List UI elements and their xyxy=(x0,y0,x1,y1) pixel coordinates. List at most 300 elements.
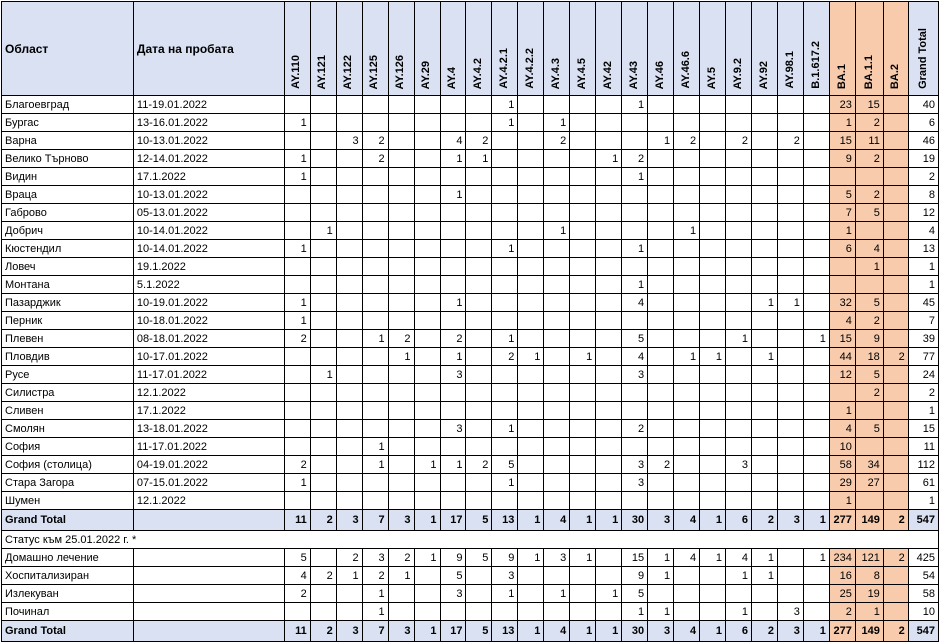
value-cell: 3 xyxy=(777,603,803,621)
value-cell xyxy=(518,420,544,438)
value-cell xyxy=(751,474,777,492)
table-row xyxy=(2,114,939,132)
value-cell xyxy=(440,240,466,258)
value-cell xyxy=(518,567,544,585)
value-cell xyxy=(777,348,803,366)
value-cell xyxy=(803,186,829,204)
value-cell xyxy=(726,96,752,114)
value-cell xyxy=(648,585,674,603)
value-cell xyxy=(700,294,726,312)
value-cell xyxy=(803,294,829,312)
value-cell: 1 xyxy=(570,348,596,366)
variant-column-header-label: AY.5 xyxy=(705,66,718,89)
value-cell xyxy=(492,186,518,204)
value-cell xyxy=(700,492,726,510)
value-cell xyxy=(648,492,674,510)
row-total-cell: 46 xyxy=(908,132,938,150)
value-cell xyxy=(336,168,362,186)
value-cell xyxy=(310,474,336,492)
value-cell xyxy=(751,276,777,294)
region-cell: Починал xyxy=(2,603,134,621)
value-cell: 2 xyxy=(284,585,310,603)
value-cell xyxy=(570,168,596,186)
value-cell xyxy=(777,186,803,204)
date-cell: 11-17.01.2022 xyxy=(133,366,284,384)
value-cell xyxy=(544,204,570,222)
variant-column-header xyxy=(596,2,622,96)
value-cell xyxy=(622,384,648,402)
value-cell xyxy=(310,549,336,567)
value-cell xyxy=(388,384,414,402)
row-total-cell: 10 xyxy=(908,603,938,621)
value-cell xyxy=(414,258,440,276)
value-cell xyxy=(466,348,492,366)
value-cell xyxy=(648,384,674,402)
variant-column-header-label: AY.98.1 xyxy=(783,51,796,89)
omicron-value-cell xyxy=(883,474,908,492)
value-cell xyxy=(544,168,570,186)
value-cell xyxy=(284,132,310,150)
region-cell: София xyxy=(2,438,134,456)
value-cell: 1 xyxy=(414,621,440,642)
omicron-value-cell xyxy=(883,186,908,204)
variant-column-header xyxy=(544,2,570,96)
value-cell xyxy=(310,585,336,603)
value-cell: 1 xyxy=(751,348,777,366)
value-cell xyxy=(310,402,336,420)
value-cell xyxy=(310,603,336,621)
value-cell xyxy=(726,492,752,510)
value-cell xyxy=(310,258,336,276)
value-cell: 3 xyxy=(440,366,466,384)
row-total-cell: 58 xyxy=(908,585,938,603)
value-cell xyxy=(544,438,570,456)
value-cell: 1 xyxy=(492,585,518,603)
value-cell xyxy=(570,96,596,114)
value-cell xyxy=(362,114,388,132)
value-cell xyxy=(310,186,336,204)
value-cell xyxy=(362,204,388,222)
variant-column-header xyxy=(362,2,388,96)
row-total-cell: 2 xyxy=(908,168,938,186)
omicron-value-cell xyxy=(855,492,883,510)
value-cell xyxy=(700,402,726,420)
row-total-cell: 40 xyxy=(908,96,938,114)
value-cell xyxy=(777,276,803,294)
date-cell: 13-18.01.2022 xyxy=(133,420,284,438)
row-total-cell: 7 xyxy=(908,312,938,330)
value-cell xyxy=(388,474,414,492)
value-cell: 1 xyxy=(622,276,648,294)
omicron-value-cell xyxy=(855,402,883,420)
value-cell xyxy=(648,330,674,348)
value-cell xyxy=(726,384,752,402)
value-cell xyxy=(777,150,803,168)
value-cell: 2 xyxy=(751,510,777,531)
value-cell xyxy=(596,603,622,621)
value-cell xyxy=(596,420,622,438)
value-cell: 5 xyxy=(466,549,492,567)
value-cell xyxy=(570,567,596,585)
omicron-value-cell xyxy=(883,330,908,348)
value-cell xyxy=(362,294,388,312)
value-cell xyxy=(596,258,622,276)
value-cell xyxy=(440,474,466,492)
value-cell xyxy=(440,312,466,330)
omicron-value-cell xyxy=(855,222,883,240)
value-cell xyxy=(700,312,726,330)
value-cell xyxy=(570,150,596,168)
value-cell: 1 xyxy=(362,438,388,456)
value-cell xyxy=(777,474,803,492)
status-row xyxy=(2,567,939,585)
value-cell: 2 xyxy=(492,348,518,366)
value-cell: 9 xyxy=(622,567,648,585)
value-cell: 1 xyxy=(648,549,674,567)
value-cell xyxy=(596,366,622,384)
value-cell: 1 xyxy=(440,294,466,312)
variant-column-header xyxy=(751,2,777,96)
variant-column-header xyxy=(700,2,726,96)
table-header-row xyxy=(2,2,939,96)
value-cell: 1 xyxy=(544,114,570,132)
value-cell: 3 xyxy=(648,621,674,642)
variant-column-header-label: AY.9.2 xyxy=(731,57,744,89)
omicron-value-cell: 2 xyxy=(829,603,855,621)
variant-column-header-label: AY.42 xyxy=(601,60,614,89)
value-cell: 15 xyxy=(622,549,648,567)
region-cell: Русе xyxy=(2,366,134,384)
date-cell: 10-14.01.2022 xyxy=(133,222,284,240)
value-cell xyxy=(388,492,414,510)
value-cell xyxy=(310,348,336,366)
value-cell: 5 xyxy=(440,567,466,585)
value-cell: 4 xyxy=(674,621,700,642)
value-cell: 1 xyxy=(726,567,752,585)
value-cell: 2 xyxy=(362,150,388,168)
value-cell xyxy=(362,312,388,330)
value-cell xyxy=(388,585,414,603)
value-cell: 5 xyxy=(622,585,648,603)
value-cell xyxy=(726,150,752,168)
value-cell xyxy=(777,567,803,585)
value-cell xyxy=(414,168,440,186)
date-cell: 12.1.2022 xyxy=(133,384,284,402)
value-cell xyxy=(674,240,700,258)
value-cell: 4 xyxy=(726,549,752,567)
omicron-value-cell: 2 xyxy=(855,150,883,168)
value-cell xyxy=(803,240,829,258)
variant-column-header xyxy=(648,2,674,96)
value-cell xyxy=(803,384,829,402)
omicron-column-header xyxy=(829,2,855,96)
value-cell: 1 xyxy=(570,510,596,531)
value-cell xyxy=(518,222,544,240)
value-cell: 3 xyxy=(388,510,414,531)
value-cell: 1 xyxy=(284,114,310,132)
value-cell xyxy=(388,312,414,330)
value-cell: 2 xyxy=(362,132,388,150)
omicron-value-cell: 234 xyxy=(829,549,855,567)
value-cell xyxy=(440,402,466,420)
value-cell xyxy=(570,204,596,222)
region-cell: Излекуван xyxy=(2,585,134,603)
value-cell xyxy=(388,402,414,420)
value-cell xyxy=(518,258,544,276)
value-cell xyxy=(803,348,829,366)
variant-column-header-label: AY.4.5 xyxy=(576,57,588,89)
value-cell: 3 xyxy=(726,456,752,474)
omicron-value-cell: 15 xyxy=(829,330,855,348)
value-cell: 3 xyxy=(336,510,362,531)
omicron-value-cell: 1 xyxy=(829,402,855,420)
value-cell xyxy=(466,603,492,621)
omicron-value-cell: 1 xyxy=(855,258,883,276)
value-cell xyxy=(440,114,466,132)
value-cell xyxy=(336,585,362,603)
value-cell xyxy=(466,276,492,294)
value-cell: 4 xyxy=(622,348,648,366)
value-cell xyxy=(648,474,674,492)
value-cell xyxy=(777,114,803,132)
value-cell xyxy=(648,168,674,186)
value-cell xyxy=(596,348,622,366)
value-cell: 3 xyxy=(362,549,388,567)
date-cell: 13-16.01.2022 xyxy=(133,114,284,132)
value-cell xyxy=(544,258,570,276)
omicron-value-cell: 2 xyxy=(855,186,883,204)
value-cell xyxy=(726,585,752,603)
date-cell: 11-19.01.2022 xyxy=(133,96,284,114)
value-cell xyxy=(622,204,648,222)
value-cell xyxy=(648,240,674,258)
value-cell: 1 xyxy=(388,348,414,366)
table-row xyxy=(2,366,939,384)
value-cell: 1 xyxy=(362,603,388,621)
value-cell xyxy=(362,222,388,240)
omicron-value-cell xyxy=(883,294,908,312)
value-cell xyxy=(466,204,492,222)
value-cell xyxy=(596,168,622,186)
value-cell xyxy=(570,312,596,330)
value-cell: 4 xyxy=(544,621,570,642)
value-cell xyxy=(440,204,466,222)
value-cell xyxy=(596,312,622,330)
value-cell xyxy=(310,294,336,312)
value-cell xyxy=(700,276,726,294)
value-cell xyxy=(440,96,466,114)
value-cell xyxy=(777,222,803,240)
value-cell xyxy=(570,402,596,420)
value-cell xyxy=(596,474,622,492)
value-cell xyxy=(336,276,362,294)
value-cell xyxy=(336,240,362,258)
value-cell xyxy=(518,132,544,150)
row-total-cell: 1 xyxy=(908,276,938,294)
region-cell: Бургас xyxy=(2,114,134,132)
row-total-cell: 1 xyxy=(908,402,938,420)
value-cell xyxy=(544,294,570,312)
value-cell xyxy=(310,384,336,402)
value-cell xyxy=(310,114,336,132)
region-cell: Добрич xyxy=(2,222,134,240)
table-row xyxy=(2,330,939,348)
omicron-value-cell: 44 xyxy=(829,348,855,366)
value-cell: 3 xyxy=(622,366,648,384)
value-cell: 2 xyxy=(284,456,310,474)
value-cell: 7 xyxy=(362,510,388,531)
value-cell xyxy=(622,114,648,132)
omicron-value-cell: 29 xyxy=(829,474,855,492)
value-cell xyxy=(466,114,492,132)
omicron-value-cell xyxy=(883,567,908,585)
value-cell: 4 xyxy=(674,549,700,567)
value-cell: 2 xyxy=(284,330,310,348)
region-cell: Велико Търново xyxy=(2,150,134,168)
value-cell: 3 xyxy=(622,474,648,492)
date-cell xyxy=(133,621,284,642)
value-cell xyxy=(803,402,829,420)
value-cell xyxy=(596,222,622,240)
omicron-value-cell: 16 xyxy=(829,567,855,585)
omicron-column-header-label: BA.1 xyxy=(835,63,848,89)
value-cell: 7 xyxy=(362,621,388,642)
value-cell: 3 xyxy=(336,132,362,150)
value-cell xyxy=(466,420,492,438)
value-cell xyxy=(700,567,726,585)
variant-column-header-label: AY.4.2.2 xyxy=(524,48,537,89)
value-cell xyxy=(674,420,700,438)
value-cell xyxy=(726,276,752,294)
value-cell xyxy=(544,366,570,384)
value-cell: 11 xyxy=(284,510,310,531)
value-cell xyxy=(284,438,310,456)
value-cell xyxy=(414,114,440,132)
value-cell: 1 xyxy=(596,585,622,603)
omicron-value-cell: 5 xyxy=(855,204,883,222)
value-cell xyxy=(336,438,362,456)
value-cell xyxy=(336,603,362,621)
row-total-cell: 2 xyxy=(908,384,938,402)
value-cell: 4 xyxy=(622,294,648,312)
value-cell: 2 xyxy=(674,132,700,150)
region-cell: Перник xyxy=(2,312,134,330)
value-cell xyxy=(570,585,596,603)
omicron-value-cell: 9 xyxy=(855,330,883,348)
date-cell: 10-19.01.2022 xyxy=(133,294,284,312)
value-cell xyxy=(440,258,466,276)
value-cell xyxy=(751,585,777,603)
grand-total-row xyxy=(2,510,939,531)
value-cell: 2 xyxy=(466,456,492,474)
value-cell xyxy=(622,258,648,276)
omicron-value-cell xyxy=(883,96,908,114)
value-cell xyxy=(700,585,726,603)
value-cell xyxy=(674,384,700,402)
value-cell: 1 xyxy=(310,366,336,384)
table-row xyxy=(2,384,939,402)
value-cell xyxy=(414,204,440,222)
omicron-value-cell xyxy=(883,438,908,456)
value-cell xyxy=(596,114,622,132)
grand-total-row-bottom xyxy=(2,621,939,642)
value-cell: 1 xyxy=(596,150,622,168)
value-cell xyxy=(388,258,414,276)
value-cell: 1 xyxy=(518,348,544,366)
value-cell xyxy=(726,348,752,366)
value-cell xyxy=(648,186,674,204)
value-cell xyxy=(544,420,570,438)
row-total-cell: 425 xyxy=(908,549,938,567)
value-cell xyxy=(777,438,803,456)
value-cell xyxy=(362,348,388,366)
value-cell: 30 xyxy=(622,510,648,531)
omicron-value-cell: 8 xyxy=(855,567,883,585)
value-cell xyxy=(674,492,700,510)
omicron-value-cell xyxy=(883,276,908,294)
value-cell xyxy=(777,366,803,384)
value-cell: 2 xyxy=(440,330,466,348)
omicron-value-cell xyxy=(829,258,855,276)
region-cell: Плевен xyxy=(2,330,134,348)
value-cell xyxy=(700,186,726,204)
value-cell xyxy=(466,240,492,258)
value-cell xyxy=(596,96,622,114)
region-cell: Кюстендил xyxy=(2,240,134,258)
value-cell xyxy=(622,312,648,330)
omicron-value-cell: 121 xyxy=(855,549,883,567)
value-cell xyxy=(803,420,829,438)
omicron-value-cell: 5 xyxy=(829,186,855,204)
value-cell xyxy=(492,132,518,150)
value-cell xyxy=(674,114,700,132)
value-cell: 1 xyxy=(700,348,726,366)
value-cell: 2 xyxy=(777,132,803,150)
value-cell xyxy=(648,438,674,456)
value-cell xyxy=(388,186,414,204)
value-cell xyxy=(570,330,596,348)
value-cell: 9 xyxy=(492,549,518,567)
value-cell: 3 xyxy=(388,621,414,642)
value-cell xyxy=(362,474,388,492)
date-cell: 10-17.01.2022 xyxy=(133,348,284,366)
value-cell xyxy=(570,456,596,474)
value-cell xyxy=(310,276,336,294)
value-cell xyxy=(700,150,726,168)
value-cell xyxy=(570,603,596,621)
omicron-value-cell: 277 xyxy=(829,621,855,642)
row-total-cell: 77 xyxy=(908,348,938,366)
value-cell xyxy=(362,384,388,402)
value-cell: 1 xyxy=(336,567,362,585)
value-cell xyxy=(570,222,596,240)
omicron-value-cell: 2 xyxy=(855,384,883,402)
value-cell xyxy=(570,474,596,492)
value-cell xyxy=(414,366,440,384)
value-cell xyxy=(466,258,492,276)
value-cell xyxy=(751,204,777,222)
value-cell xyxy=(414,276,440,294)
omicron-value-cell: 18 xyxy=(855,348,883,366)
omicron-value-cell: 1 xyxy=(829,222,855,240)
value-cell xyxy=(466,366,492,384)
omicron-value-cell xyxy=(883,585,908,603)
value-cell xyxy=(466,438,492,456)
omicron-value-cell xyxy=(883,222,908,240)
value-cell: 3 xyxy=(440,585,466,603)
value-cell xyxy=(674,276,700,294)
omicron-column-header xyxy=(883,2,908,96)
